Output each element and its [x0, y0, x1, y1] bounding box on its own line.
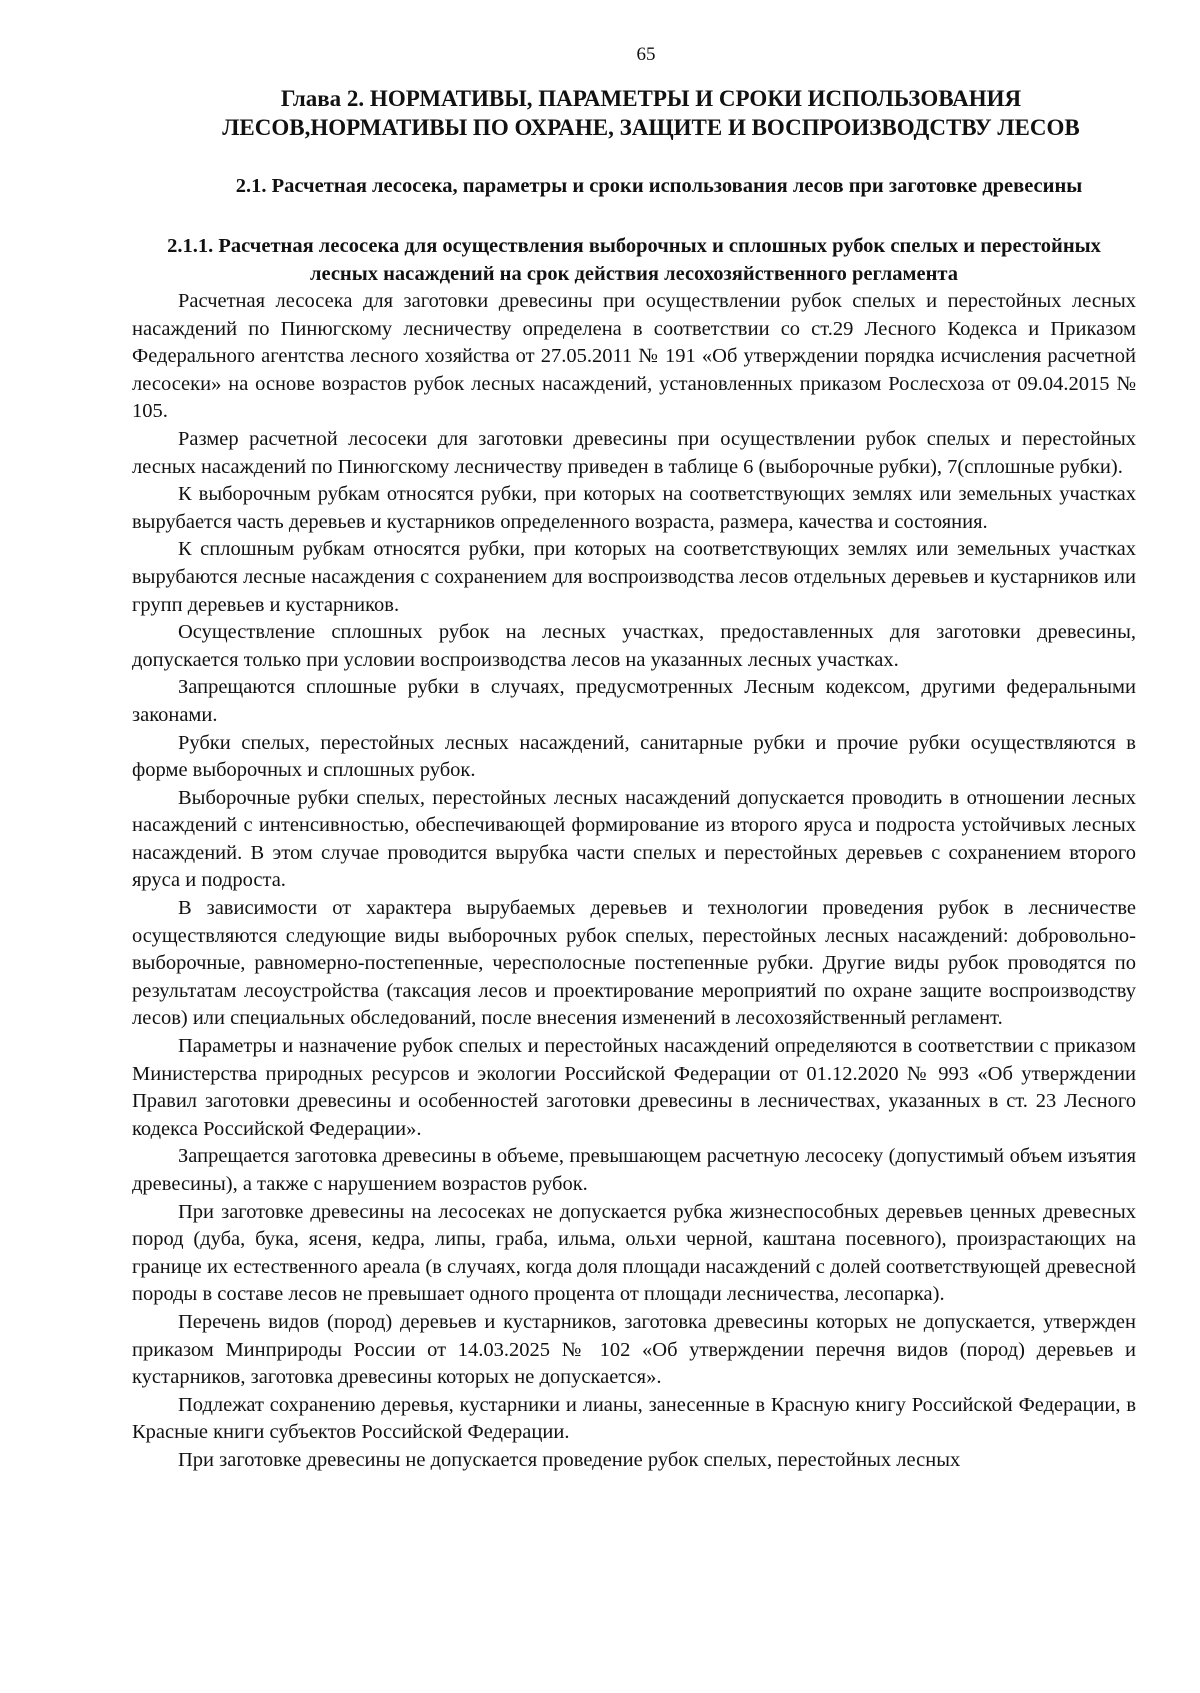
subsection-title: 2.1.1. Расчетная лесосека для осуществления выборочных и сплошных рубок спелых и перестойных лесных насаждений на срок действия лесохозяйственного регламента	[167, 235, 1101, 285]
paragraph: Запрещается заготовка древесины в объеме, превышающем расчетную лесосеку (допустимый объем изъятия древесины), а также с нарушением возрастов рубок.	[132, 1145, 1136, 1195]
document-page	[132, 42, 1136, 1475]
paragraph: Перечень видов (пород) деревьев и кустарников, заготовка древесины которых не допускается, утвержден приказом Минприроды России от 14.03.2025 № 102 «Об утверждении перечня видов (пород) деревьев и кустарников, заготовка древесины которых не допускается».	[132, 1310, 1136, 1389]
paragraph: Запрещаются сплошные рубки в случаях, предусмотренных Лесным кодексом, другими федеральными законами.	[132, 676, 1136, 726]
paragraph: К сплошным рубкам относятся рубки, при которых на соответствующих землях или земельных участках вырубаются лесные насаждения с сохранением для воспроизводства лесов отдельных деревьев и кустарников или групп деревьев и кустарников.	[132, 538, 1136, 616]
paragraph: При заготовке древесины не допускается проведение рубок спелых, перестойных лесных	[178, 1448, 961, 1471]
section-title: 2.1. Расчетная лесосека, параметры и сроки использования лесов при заготовке древесины	[235, 175, 1083, 197]
paragraph: Размер расчетной лесосеки для заготовки древесины при осуществлении рубок спелых и перестойных лесных насаждений по Пинюгскому лесничеству приведен в таблице 6 (выборочные рубки), 7(сплошные рубки).	[132, 427, 1136, 478]
paragraph: Выборочные рубки спелых, перестойных лесных насаждений допускается проводить в отношении лесных насаждений с интенсивностью, обеспечивающей формирование из второго яруса и подроста устойчивых лесных насаждений. В этом случае проводится вырубка части спелых и перестойных деревьев с сохранением второго яруса и подроста.	[132, 786, 1136, 892]
paragraph: Подлежат сохранению деревья, кустарники и лианы, занесенные в Красную книгу Российской Федерации, в Красные книги субъектов Российской Федерации.	[132, 1393, 1136, 1444]
chapter-title-line-2: ЛЕСОВ,НОРМАТИВЫ ПО ОХРАНЕ, ЗАЩИТЕ И ВОСПРОИЗВОДСТВУ ЛЕСОВ	[222, 115, 1080, 140]
chapter-title	[132, 84, 1136, 142]
paragraph: Параметры и назначение рубок спелых и перестойных насаждений определяются в соответствии с приказом Министерства природных ресурсов и экологии Российской Федерации от 01.12.2020 № 993 «Об утверждении Правил заготовки древесины и особенностей заготовки древесины в лесничествах, указанных в ст. 23 Лесного кодекса Российской Федерации».	[132, 1035, 1136, 1140]
paragraph: В зависимости от характера вырубаемых деревьев и технологии проведения рубок в лесничестве осуществляются следующие виды выборочных рубок спелых, перестойных лесных насаждений: добровольно-выборочные, равномерно-постепенные, чересполосные постепенные рубки. Другие виды рубок проводятся по результатам лесоустройства (таксация лесов и проектирование мероприятий по охране защите воспроизводству лесов) или специальных обследований, после внесения изменений в лесохозяйственный регламент.	[132, 897, 1136, 1030]
page-number: 65	[636, 44, 656, 65]
body-text	[132, 288, 1136, 1475]
paragraph: При заготовке древесины на лесосеках не допускается рубка жизнеспособных деревьев ценных древесных пород (дуба, бука, ясеня, кедра, липы, граба, ильма, ольхи черной, каштана посевного), произрастающих на границе их естественного ареала (в случаях, когда доля площади насаждений с долей соответствующей древесной породы в составе лесов не превышает одного процента от площади лесничества, лесопарка).	[132, 1200, 1136, 1306]
paragraph: К выборочным рубкам относятся рубки, при которых на соответствующих землях или земельных участках вырубается часть деревьев и кустарников определенного возраста, размера, качества и состояния.	[132, 483, 1136, 533]
chapter-title-line-1: Глава 2. НОРМАТИВЫ, ПАРАМЕТРЫ И СРОКИ ИСПОЛЬЗОВАНИЯ	[280, 86, 1022, 111]
paragraph: Осуществление сплошных рубок на лесных участках, предоставленных для заготовки древесины, допускается только при условии воспроизводства лесов на указанных лесных участках.	[132, 621, 1136, 671]
paragraph: Рубки спелых, перестойных лесных насаждений, санитарные рубки и прочие рубки осуществляются в форме выборочных и сплошных рубок.	[132, 731, 1136, 782]
paragraph: Расчетная лесосека для заготовки древесины при осуществлении рубок спелых и перестойных лесных насаждений по Пинюгскому лесничеству определена в соответствии со ст.29 Лесного Кодекса и Приказом Федерального агентства лесного хозяйства от 27.05.2011 № 191 «Об утверждении порядка исчисления расчетной лесосеки» на основе возрастов рубок лесных насаждений, установленных приказом Рослесхоза от 09.04.2015 № 105.	[132, 290, 1136, 423]
